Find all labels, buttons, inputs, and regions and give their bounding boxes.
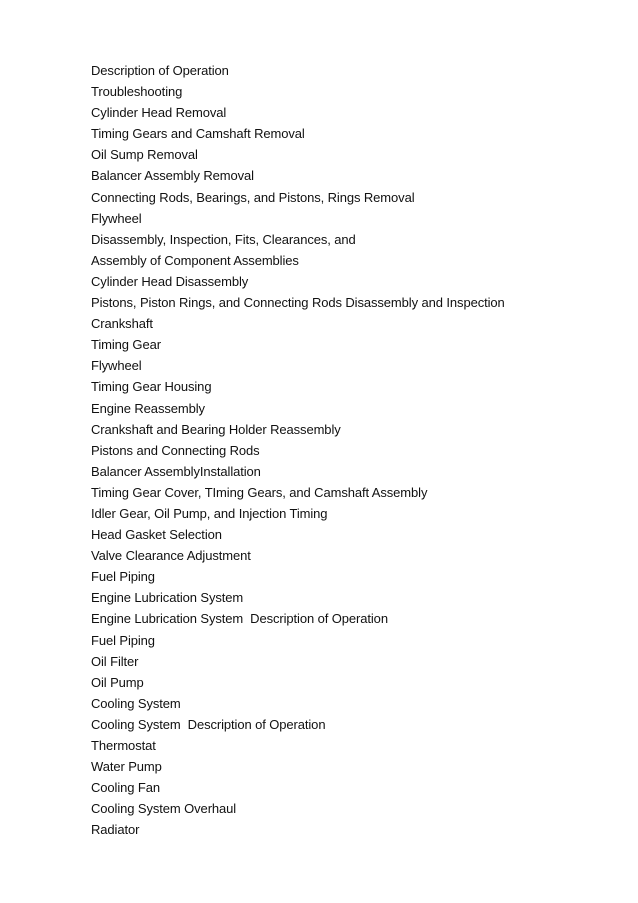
list-item: Cooling System bbox=[91, 695, 181, 711]
list-item: Oil Pump bbox=[91, 674, 144, 690]
list-item: Radiator bbox=[91, 822, 140, 838]
list-item: Balancer Assembly Removal bbox=[91, 168, 254, 184]
list-item: Timing Gear Housing bbox=[91, 379, 212, 395]
contents-list bbox=[91, 60, 611, 840]
list-item: Cooling System Description of Operation bbox=[91, 716, 326, 732]
list-item: Crankshaft and Bearing Holder Reassembly bbox=[91, 421, 341, 437]
list-item: Timing Gear Cover, TIming Gears, and Camshaft Assembly bbox=[91, 484, 428, 500]
list-item: Timing Gears and Camshaft Removal bbox=[91, 126, 305, 142]
list-item: Timing Gear bbox=[91, 337, 161, 353]
list-item: Pistons and Connecting Rods bbox=[91, 442, 260, 458]
list-item: Idler Gear, Oil Pump, and Injection Timing bbox=[91, 505, 328, 521]
list-item: Description of Operation bbox=[91, 63, 229, 78]
list-item: Cooling Fan bbox=[91, 780, 160, 796]
list-item: Disassembly, Inspection, Fits, Clearances, and bbox=[91, 231, 356, 247]
list-item: Balancer AssemblyInstallation bbox=[91, 463, 261, 479]
list-item: Oil Filter bbox=[91, 653, 139, 669]
list-item: Valve Clearance Adjustment bbox=[91, 548, 251, 564]
list-item: Flywheel bbox=[91, 210, 142, 226]
list-item: Assembly of Component Assemblies bbox=[91, 252, 299, 268]
list-item: Crankshaft bbox=[91, 316, 153, 332]
list-item: Fuel Piping bbox=[91, 569, 155, 585]
list-item: Engine Lubrication System Description of Operation bbox=[91, 611, 388, 627]
list-item: Cooling System Overhaul bbox=[91, 801, 237, 817]
list-item: Connecting Rods, Bearings, and Pistons, Rings Removal bbox=[91, 189, 415, 205]
list-item: Water Pump bbox=[91, 759, 162, 775]
list-item: Engine Reassembly bbox=[91, 400, 205, 416]
list-item: Thermostat bbox=[91, 738, 156, 753]
list-item: Troubleshooting bbox=[91, 84, 183, 100]
list-item: Cylinder Head Disassembly bbox=[91, 273, 249, 289]
list-item: Cylinder Head Removal bbox=[91, 105, 227, 121]
list-item: Head Gasket Selection bbox=[91, 527, 222, 543]
list-item: Pistons, Piston Rings, and Connecting Rods Disassembly and Inspection bbox=[91, 295, 505, 311]
list-item: Fuel Piping bbox=[91, 632, 155, 648]
list-item: Oil Sump Removal bbox=[91, 147, 198, 163]
list-item: Engine Lubrication System bbox=[91, 590, 244, 606]
list-item: Flywheel bbox=[91, 358, 142, 374]
